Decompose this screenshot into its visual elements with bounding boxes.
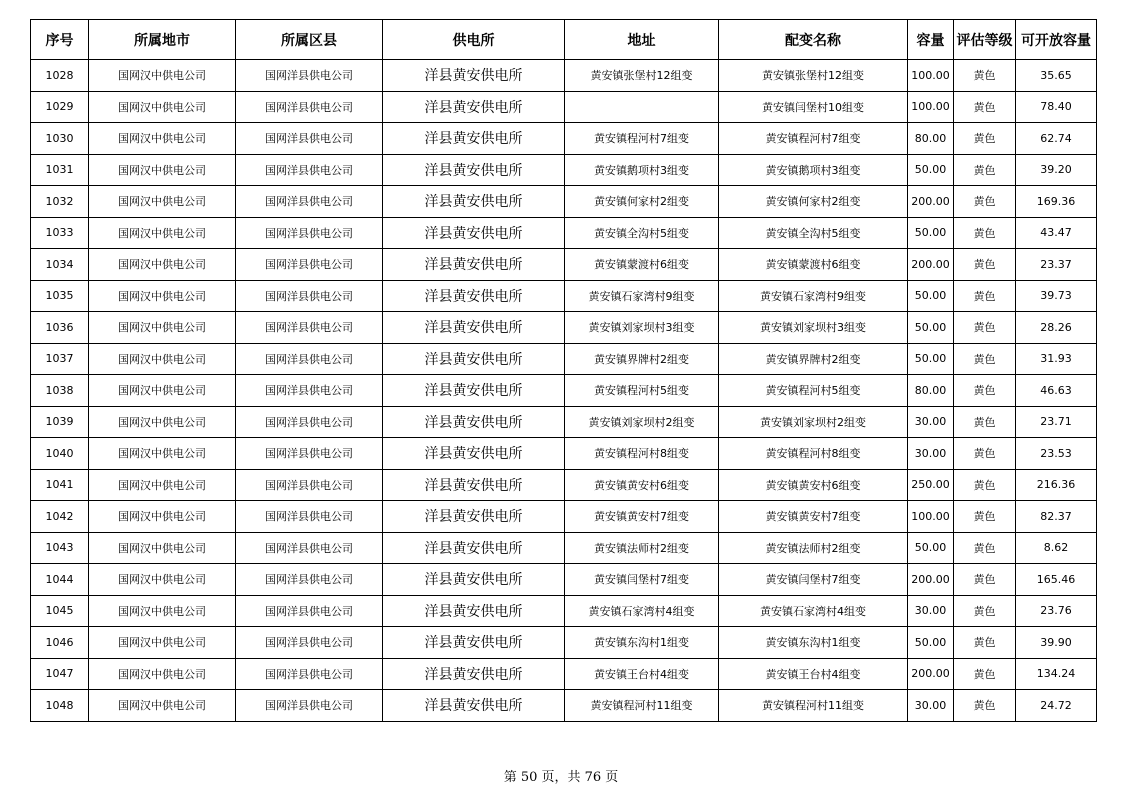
cell-col-city: 国网汉中供电公司 (89, 658, 236, 690)
cell-col-transformer: 黄安镇石家湾村4组变 (719, 595, 908, 627)
cell-col-city: 国网汉中供电公司 (89, 438, 236, 470)
cell-col-county: 国网洋县供电公司 (236, 154, 383, 186)
cell-col-station: 洋县黄安供电所 (383, 658, 565, 690)
cell-col-open-capacity: 8.62 (1016, 532, 1097, 564)
cell-col-address: 黄安镇程河村5组变 (565, 375, 719, 407)
table-row (31, 564, 1097, 596)
cell-col-capacity: 80.00 (908, 375, 954, 407)
cell-col-open-capacity: 43.47 (1016, 217, 1097, 249)
cell-col-county: 国网洋县供电公司 (236, 501, 383, 533)
cell-col-capacity: 250.00 (908, 469, 954, 501)
cell-col-address: 黄安镇黄安村7组变 (565, 501, 719, 533)
page-footer: 第 50 页，共 76 页 (503, 770, 619, 785)
cell-col-capacity: 50.00 (908, 280, 954, 312)
cell-col-grade: 黄色 (954, 217, 1016, 249)
cell-col-transformer: 黄安镇闫堡村10组变 (719, 91, 908, 123)
header-col-address: 地址 (565, 20, 719, 60)
cell-col-county: 国网洋县供电公司 (236, 564, 383, 596)
cell-col-station: 洋县黄安供电所 (383, 312, 565, 344)
cell-col-transformer: 黄安镇蒙渡村6组变 (719, 249, 908, 281)
cell-col-county: 国网洋县供电公司 (236, 627, 383, 659)
table-row (31, 217, 1097, 249)
cell-col-address: 黄安镇界牌村2组变 (565, 343, 719, 375)
cell-col-station: 洋县黄安供电所 (383, 532, 565, 564)
cell-col-county: 国网洋县供电公司 (236, 280, 383, 312)
cell-col-city: 国网汉中供电公司 (89, 627, 236, 659)
cell-col-address: 黄安镇法师村2组变 (565, 532, 719, 564)
table-row (31, 186, 1097, 218)
table-body (31, 60, 1097, 722)
cell-col-address: 黄安镇石家湾村4组变 (565, 595, 719, 627)
cell-col-grade: 黄色 (954, 690, 1016, 722)
cell-col-city: 国网汉中供电公司 (89, 217, 236, 249)
cell-col-index: 1038 (31, 375, 89, 407)
cell-col-transformer: 黄安镇何家村2组变 (719, 186, 908, 218)
cell-col-address: 黄安镇王台村4组变 (565, 658, 719, 690)
cell-col-capacity: 50.00 (908, 312, 954, 344)
cell-col-transformer: 黄安镇界牌村2组变 (719, 343, 908, 375)
cell-col-transformer: 黄安镇东沟村1组变 (719, 627, 908, 659)
cell-col-capacity: 200.00 (908, 658, 954, 690)
header-col-station: 供电所 (383, 20, 565, 60)
cell-col-station: 洋县黄安供电所 (383, 564, 565, 596)
cell-col-index: 1034 (31, 249, 89, 281)
cell-col-county: 国网洋县供电公司 (236, 438, 383, 470)
cell-col-county: 国网洋县供电公司 (236, 406, 383, 438)
cell-col-grade: 黄色 (954, 595, 1016, 627)
cell-col-address: 黄安镇程河村7组变 (565, 123, 719, 155)
header-row (31, 20, 1097, 60)
cell-col-open-capacity: 28.26 (1016, 312, 1097, 344)
cell-col-grade: 黄色 (954, 501, 1016, 533)
cell-col-capacity: 100.00 (908, 91, 954, 123)
table-row (31, 438, 1097, 470)
cell-col-capacity: 100.00 (908, 60, 954, 92)
cell-col-grade: 黄色 (954, 91, 1016, 123)
cell-col-index: 1031 (31, 154, 89, 186)
cell-col-grade: 黄色 (954, 438, 1016, 470)
cell-col-city: 国网汉中供电公司 (89, 564, 236, 596)
table-header (31, 20, 1097, 60)
table-row (31, 375, 1097, 407)
cell-col-open-capacity: 46.63 (1016, 375, 1097, 407)
cell-col-city: 国网汉中供电公司 (89, 249, 236, 281)
cell-col-station: 洋县黄安供电所 (383, 469, 565, 501)
cell-col-grade: 黄色 (954, 406, 1016, 438)
cell-col-grade: 黄色 (954, 280, 1016, 312)
header-col-open-capacity: 可开放容量 (1016, 20, 1097, 60)
cell-col-open-capacity: 24.72 (1016, 690, 1097, 722)
cell-col-index: 1030 (31, 123, 89, 155)
table-row (31, 312, 1097, 344)
cell-col-grade: 黄色 (954, 343, 1016, 375)
cell-col-address: 黄安镇刘家坝村3组变 (565, 312, 719, 344)
cell-col-capacity: 50.00 (908, 532, 954, 564)
cell-col-city: 国网汉中供电公司 (89, 406, 236, 438)
cell-col-address: 黄安镇石家湾村9组变 (565, 280, 719, 312)
table-row (31, 154, 1097, 186)
cell-col-address: 黄安镇全沟村5组变 (565, 217, 719, 249)
cell-col-capacity: 50.00 (908, 154, 954, 186)
cell-col-station: 洋县黄安供电所 (383, 249, 565, 281)
cell-col-open-capacity: 39.73 (1016, 280, 1097, 312)
cell-col-grade: 黄色 (954, 532, 1016, 564)
cell-col-transformer: 黄安镇全沟村5组变 (719, 217, 908, 249)
cell-col-transformer: 黄安镇王台村4组变 (719, 658, 908, 690)
cell-col-open-capacity: 134.24 (1016, 658, 1097, 690)
cell-col-transformer: 黄安镇闫堡村7组变 (719, 564, 908, 596)
table-row (31, 501, 1097, 533)
cell-col-open-capacity: 23.71 (1016, 406, 1097, 438)
header-col-city: 所属地市 (89, 20, 236, 60)
cell-col-grade: 黄色 (954, 123, 1016, 155)
cell-col-address (565, 91, 719, 123)
cell-col-index: 1028 (31, 60, 89, 92)
cell-col-transformer: 黄安镇程河村7组变 (719, 123, 908, 155)
cell-col-station: 洋县黄安供电所 (383, 690, 565, 722)
cell-col-grade: 黄色 (954, 249, 1016, 281)
cell-col-station: 洋县黄安供电所 (383, 91, 565, 123)
cell-col-city: 国网汉中供电公司 (89, 123, 236, 155)
cell-col-city: 国网汉中供电公司 (89, 186, 236, 218)
table-row (31, 123, 1097, 155)
cell-col-capacity: 30.00 (908, 595, 954, 627)
header-col-index: 序号 (31, 20, 89, 60)
cell-col-grade: 黄色 (954, 469, 1016, 501)
cell-col-address: 黄安镇蒙渡村6组变 (565, 249, 719, 281)
cell-col-transformer: 黄安镇张堡村12组变 (719, 60, 908, 92)
cell-col-index: 1045 (31, 595, 89, 627)
cell-col-index: 1039 (31, 406, 89, 438)
cell-col-index: 1036 (31, 312, 89, 344)
cell-col-city: 国网汉中供电公司 (89, 469, 236, 501)
cell-col-open-capacity: 169.36 (1016, 186, 1097, 218)
cell-col-open-capacity: 82.37 (1016, 501, 1097, 533)
cell-col-county: 国网洋县供电公司 (236, 217, 383, 249)
cell-col-station: 洋县黄安供电所 (383, 375, 565, 407)
cell-col-transformer: 黄安镇鹅项村3组变 (719, 154, 908, 186)
cell-col-index: 1047 (31, 658, 89, 690)
cell-col-county: 国网洋县供电公司 (236, 60, 383, 92)
cell-col-grade: 黄色 (954, 375, 1016, 407)
cell-col-index: 1042 (31, 501, 89, 533)
cell-col-open-capacity: 23.76 (1016, 595, 1097, 627)
cell-col-county: 国网洋县供电公司 (236, 249, 383, 281)
cell-col-station: 洋县黄安供电所 (383, 123, 565, 155)
cell-col-capacity: 200.00 (908, 186, 954, 218)
table-row (31, 60, 1097, 92)
table-row (31, 406, 1097, 438)
cell-col-grade: 黄色 (954, 658, 1016, 690)
cell-col-open-capacity: 62.74 (1016, 123, 1097, 155)
header-col-county: 所属区县 (236, 20, 383, 60)
cell-col-index: 1029 (31, 91, 89, 123)
cell-col-address: 黄安镇闫堡村7组变 (565, 564, 719, 596)
cell-col-station: 洋县黄安供电所 (383, 595, 565, 627)
cell-col-county: 国网洋县供电公司 (236, 690, 383, 722)
cell-col-city: 国网汉中供电公司 (89, 690, 236, 722)
cell-col-grade: 黄色 (954, 627, 1016, 659)
cell-col-county: 国网洋县供电公司 (236, 532, 383, 564)
cell-col-city: 国网汉中供电公司 (89, 532, 236, 564)
cell-col-index: 1037 (31, 343, 89, 375)
cell-col-county: 国网洋县供电公司 (236, 123, 383, 155)
cell-col-county: 国网洋县供电公司 (236, 186, 383, 218)
cell-col-open-capacity: 78.40 (1016, 91, 1097, 123)
cell-col-open-capacity: 39.20 (1016, 154, 1097, 186)
cell-col-station: 洋县黄安供电所 (383, 217, 565, 249)
cell-col-station: 洋县黄安供电所 (383, 406, 565, 438)
cell-col-address: 黄安镇黄安村6组变 (565, 469, 719, 501)
cell-col-station: 洋县黄安供电所 (383, 343, 565, 375)
header-col-grade: 评估等级 (954, 20, 1016, 60)
cell-col-grade: 黄色 (954, 564, 1016, 596)
cell-col-transformer: 黄安镇刘家坝村3组变 (719, 312, 908, 344)
cell-col-open-capacity: 39.90 (1016, 627, 1097, 659)
cell-col-grade: 黄色 (954, 186, 1016, 218)
cell-col-capacity: 30.00 (908, 438, 954, 470)
cell-col-capacity: 50.00 (908, 217, 954, 249)
cell-col-address: 黄安镇东沟村1组变 (565, 627, 719, 659)
cell-col-city: 国网汉中供电公司 (89, 280, 236, 312)
cell-col-county: 国网洋县供电公司 (236, 469, 383, 501)
cell-col-transformer: 黄安镇石家湾村9组变 (719, 280, 908, 312)
cell-col-grade: 黄色 (954, 154, 1016, 186)
table-row (31, 690, 1097, 722)
cell-col-address: 黄安镇刘家坝村2组变 (565, 406, 719, 438)
cell-col-city: 国网汉中供电公司 (89, 375, 236, 407)
cell-col-open-capacity: 35.65 (1016, 60, 1097, 92)
header-col-capacity: 容量 (908, 20, 954, 60)
cell-col-open-capacity: 165.46 (1016, 564, 1097, 596)
cell-col-index: 1044 (31, 564, 89, 596)
cell-col-station: 洋县黄安供电所 (383, 501, 565, 533)
cell-col-city: 国网汉中供电公司 (89, 595, 236, 627)
table-row (31, 280, 1097, 312)
cell-col-county: 国网洋县供电公司 (236, 312, 383, 344)
cell-col-open-capacity: 216.36 (1016, 469, 1097, 501)
cell-col-grade: 黄色 (954, 60, 1016, 92)
cell-col-open-capacity: 23.53 (1016, 438, 1097, 470)
table-row (31, 595, 1097, 627)
cell-col-index: 1035 (31, 280, 89, 312)
cell-col-city: 国网汉中供电公司 (89, 312, 236, 344)
cell-col-address: 黄安镇何家村2组变 (565, 186, 719, 218)
table-row (31, 469, 1097, 501)
header-col-transformer: 配变名称 (719, 20, 908, 60)
cell-col-transformer: 黄安镇程河村5组变 (719, 375, 908, 407)
cell-col-station: 洋县黄安供电所 (383, 280, 565, 312)
cell-col-capacity: 30.00 (908, 690, 954, 722)
cell-col-county: 国网洋县供电公司 (236, 91, 383, 123)
cell-col-county: 国网洋县供电公司 (236, 375, 383, 407)
table-row (31, 343, 1097, 375)
table-row (31, 249, 1097, 281)
cell-col-station: 洋县黄安供电所 (383, 60, 565, 92)
cell-col-index: 1032 (31, 186, 89, 218)
cell-col-station: 洋县黄安供电所 (383, 627, 565, 659)
cell-col-index: 1048 (31, 690, 89, 722)
cell-col-transformer: 黄安镇程河村11组变 (719, 690, 908, 722)
cell-col-address: 黄安镇张堡村12组变 (565, 60, 719, 92)
cell-col-city: 国网汉中供电公司 (89, 343, 236, 375)
cell-col-open-capacity: 31.93 (1016, 343, 1097, 375)
cell-col-address: 黄安镇程河村11组变 (565, 690, 719, 722)
cell-col-city: 国网汉中供电公司 (89, 60, 236, 92)
cell-col-station: 洋县黄安供电所 (383, 186, 565, 218)
cell-col-capacity: 50.00 (908, 627, 954, 659)
table-row (31, 532, 1097, 564)
cell-col-index: 1043 (31, 532, 89, 564)
cell-col-city: 国网汉中供电公司 (89, 154, 236, 186)
cell-col-capacity: 100.00 (908, 501, 954, 533)
table-row (31, 627, 1097, 659)
cell-col-capacity: 30.00 (908, 406, 954, 438)
cell-col-transformer: 黄安镇法师村2组变 (719, 532, 908, 564)
cell-col-transformer: 黄安镇黄安村7组变 (719, 501, 908, 533)
cell-col-index: 1046 (31, 627, 89, 659)
cell-col-address: 黄安镇程河村8组变 (565, 438, 719, 470)
cell-col-city: 国网汉中供电公司 (89, 501, 236, 533)
cell-col-county: 国网洋县供电公司 (236, 343, 383, 375)
cell-col-capacity: 50.00 (908, 343, 954, 375)
cell-col-station: 洋县黄安供电所 (383, 438, 565, 470)
cell-col-capacity: 200.00 (908, 249, 954, 281)
cell-col-transformer: 黄安镇程河村8组变 (719, 438, 908, 470)
cell-col-transformer: 黄安镇黄安村6组变 (719, 469, 908, 501)
cell-col-capacity: 200.00 (908, 564, 954, 596)
cell-col-county: 国网洋县供电公司 (236, 658, 383, 690)
cell-col-station: 洋县黄安供电所 (383, 154, 565, 186)
cell-col-transformer: 黄安镇刘家坝村2组变 (719, 406, 908, 438)
cell-col-index: 1040 (31, 438, 89, 470)
cell-col-capacity: 80.00 (908, 123, 954, 155)
cell-col-grade: 黄色 (954, 312, 1016, 344)
cell-col-index: 1041 (31, 469, 89, 501)
table-row (31, 91, 1097, 123)
cell-col-address: 黄安镇鹅项村3组变 (565, 154, 719, 186)
cell-col-county: 国网洋县供电公司 (236, 595, 383, 627)
cell-col-index: 1033 (31, 217, 89, 249)
capacity-table (30, 19, 1097, 722)
cell-col-open-capacity: 23.37 (1016, 249, 1097, 281)
table-row (31, 658, 1097, 690)
cell-col-city: 国网汉中供电公司 (89, 91, 236, 123)
